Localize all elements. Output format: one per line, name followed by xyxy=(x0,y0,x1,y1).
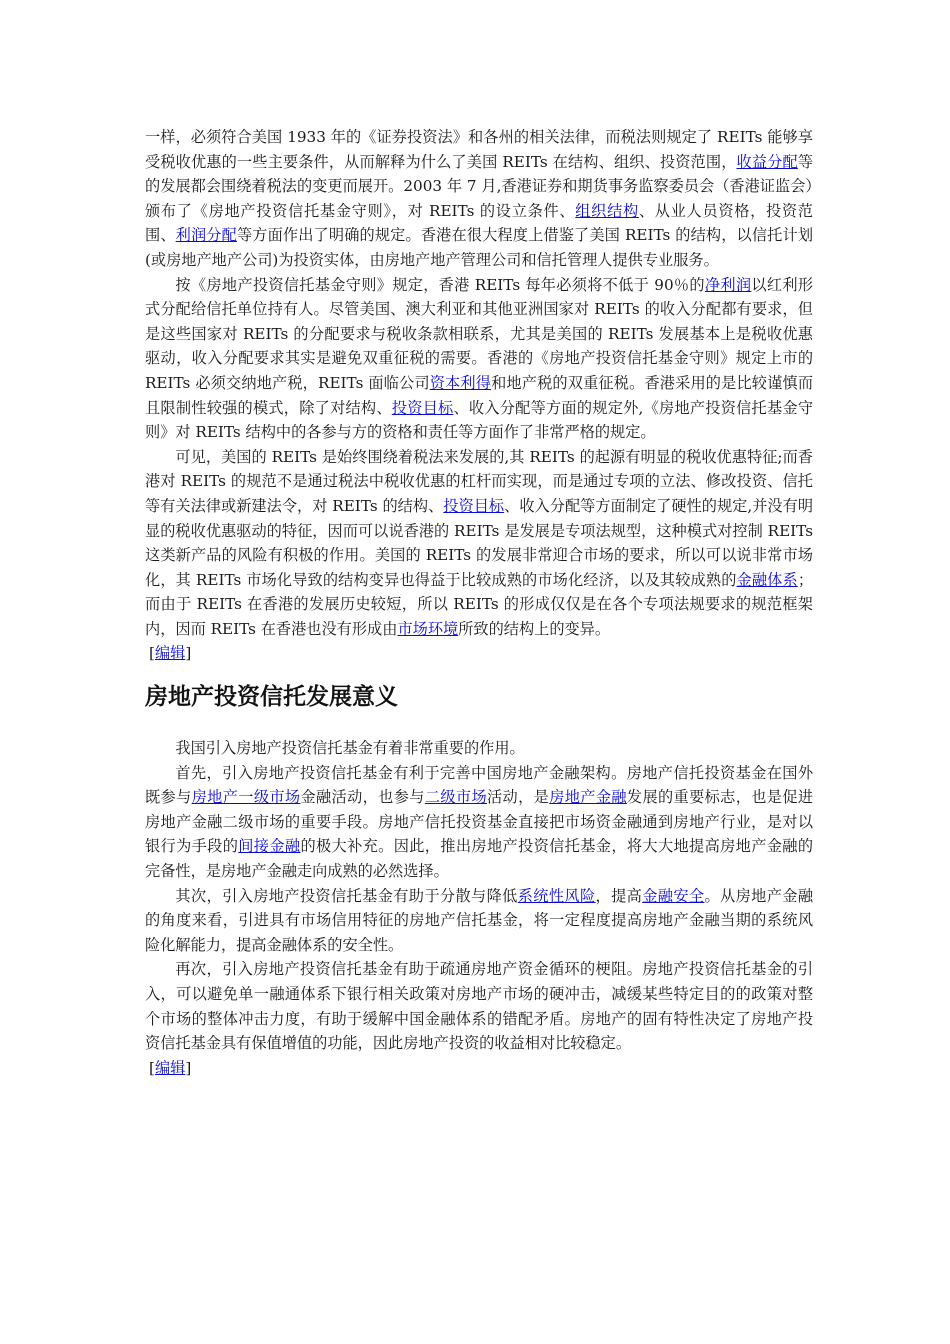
link-real-estate-finance[interactable]: 房地产金融 xyxy=(549,788,627,807)
paragraph-intro: 我国引入房地产投资信托基金有着非常重要的作用。 xyxy=(175,739,525,758)
paragraph-hk-distribution-rules: 按《房地产投资信托基金守则》规定，香港 REITs 每年必须将不低于 90％的净利润以红利形式分配给信托单位持有人。尽管美国、澳大利亚和其他亚洲国家对 REITs 的收入分配都有要求，但是这些国家对 REITs 的分配要求与税收条款相联系，尤其是美国的 REITs 发展基本上是税收优惠驱动，收入分配要求其实是避免双重征税的需要。香港的《房地产投资信托基金守则》规定上市的 REITs 必须交纳地产税，REITs 面临公司资本利得和地产税的双重征税。香港采用的是比较谨慎而且限制性较强的模式，除了对结构、投资目标、收入分配等方面的规定外,《房地产投资信托基金守则》对 REITs 结构中的各参与方的资格和责任等方面作了非常严格的规定。 xyxy=(145,275,814,442)
link-investment-objective[interactable]: 投资目标 xyxy=(391,398,454,417)
link-net-profit[interactable]: 净利润 xyxy=(704,275,752,294)
paragraph-third: 再次，引入房地产投资信托基金有助于疏通房地产资金循环的梗阻。房地产投资信托基金的引入，可以避免单一融通体系下银行相关政策对房地产市场的硬冲击，减缓某些特定目的的政策对整个市场的整体冲击力度，有助于缓解中国金融体系的错配矛盾。房地产的固有特性决定了房地产投资信托基金具有保值增值的功能，因此房地产投资的收益相对比较稳定。 xyxy=(145,960,813,1053)
section-heading: 房地产投资信托发展意义 xyxy=(145,684,398,711)
edit-section-2: [编辑] xyxy=(149,1058,192,1077)
link-financial-system[interactable]: 金融体系 xyxy=(736,570,798,589)
link-profit-distribution[interactable]: 利润分配 xyxy=(175,226,237,245)
edit-section-1: [编辑] xyxy=(149,644,192,663)
link-organization-structure[interactable]: 组织结构 xyxy=(575,201,639,220)
link-primary-market[interactable]: 房地产一级市场 xyxy=(191,788,301,807)
link-income-distribution[interactable]: 收益分配 xyxy=(736,152,798,171)
edit-link[interactable]: 编辑 xyxy=(154,644,186,663)
paragraph-comparison: 可见，美国的 REITs 是始终围绕着税法来发展的,其 REITs 的起源有明显的税收优惠特征;而香港对 REITs 的规范不是通过税法中税收优惠的杠杆而实现，而是通过专项的立法、修改投资、信托等有关法律或新建法令，对 REITs 的结构、投资目标、收入分配等方面制定了硬性的规定,并没有明显的税收优惠驱动的特征，因而可以说香港的 REITs 是发展是专项法规型，这种模式对控制 REITs 这类新产品的风险有积极的作用。美国的 REITs 的发展非常迎合市场的要求，所以可以说非常市场化，其 REITs 市场化导致的结构变异也得益于比较成熟的市场化经济，以及其较成熟的金融体系；而由于 REITs 在香港的发展历史较短，所以 REITs 的形成仅仅是在各个专项法规要求的规范框架内，因而 REITs 在香港也没有形成由市场环境所致的结构上的变异。 xyxy=(145,447,814,638)
paragraph-second: 其次，引入房地产投资信托基金有助于分散与降低系统性风险，提高金融安全。从房地产金融的角度来看，引进具有市场信用特征的房地产信托基金，将一定程度提高房地产金融当期的系统风险化解能力，提高金融体系的安全性。 xyxy=(145,886,814,954)
paragraph-first: 首先，引入房地产投资信托基金有利于完善中国房地产金融架构。房地产信托投资基金在国外既参与房地产一级市场金融活动，也参与二级市场活动，是房地产金融发展的重要标志，也是促进房地产金融二级市场的重要手段。房地产信托投资基金直接把市场资金融通到房地产行业，是对以银行为手段的间接金融的极大补充。因此，推出房地产投资信托基金，将大大地提高房地产金融的完备性，是房地产金融走向成熟的必然选择。 xyxy=(145,763,814,881)
edit-link[interactable]: 编辑 xyxy=(154,1058,186,1077)
paragraph-us-hk-regulation: 一样，必须符合美国 1933 年的《证券投资法》和各州的相关法律，而税法则规定了 REITs 能够享受税收优惠的一些主要条件，从而解释为什么了美国 REITs 在结构、组织、投资范围，收益分配等的发展都会围绕着税法的变更而展开。2003 年 7 月,香港证券和期货事务监察委员会（香港证监会）颁布了《房地产投资信托基金守则》，对 REITs 的设立条件、组织结构、从业人员资格，投资范围、利润分配等方面作出了明确的规定。香港在很大程度上借鉴了美国 REITs 的结构，以信托计划(或房地产地产公司)为投资实体，由房地产地产管理公司和信托管理人提供专业服务。 xyxy=(145,128,814,269)
link-systemic-risk[interactable]: 系统性风险 xyxy=(517,886,596,905)
link-capital-gains[interactable]: 资本利得 xyxy=(429,373,492,392)
link-secondary-market[interactable]: 二级市场 xyxy=(424,788,487,807)
link-market-environment[interactable]: 市场环境 xyxy=(397,619,459,638)
link-indirect-finance[interactable]: 间接金融 xyxy=(238,837,301,856)
link-investment-objective-2[interactable]: 投资目标 xyxy=(443,496,505,515)
article-body xyxy=(145,125,813,1080)
link-financial-security[interactable]: 金融安全 xyxy=(642,886,705,905)
